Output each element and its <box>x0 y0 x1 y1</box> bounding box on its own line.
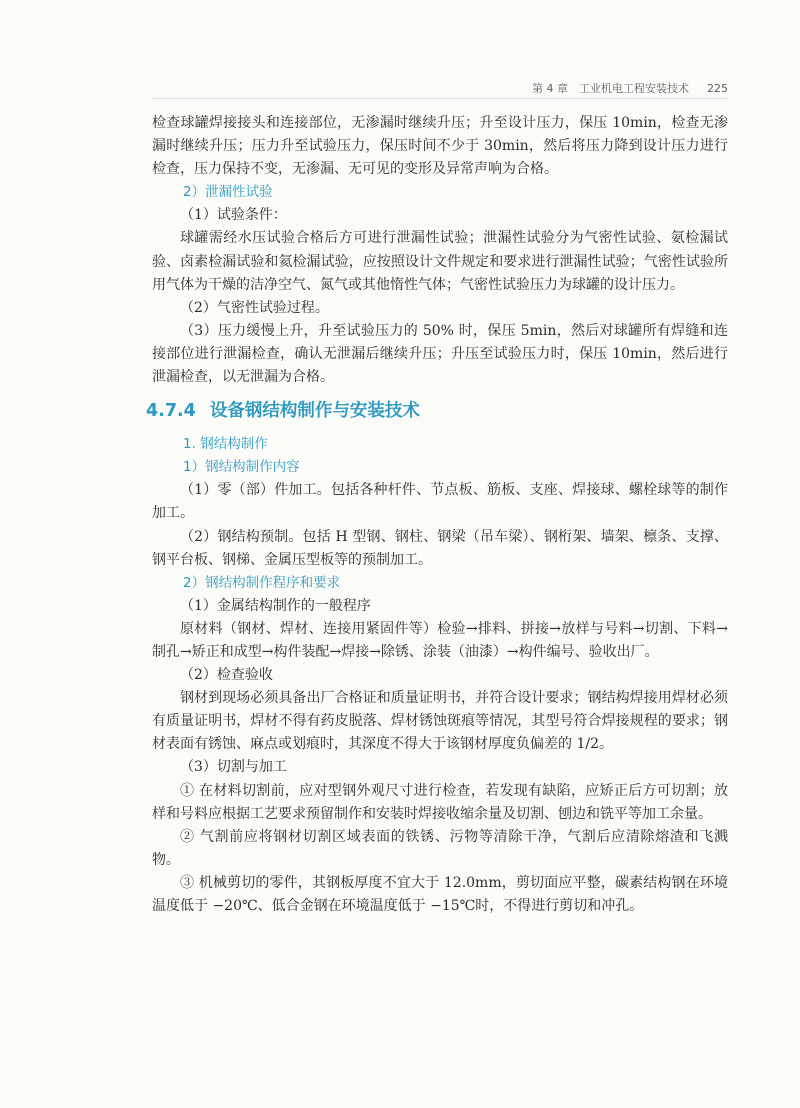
paragraph: （3）切割与加工 <box>180 759 287 776</box>
paragraph: （1）零（部）件加工。包括各种杆件、节点板、筋板、支座、焊接球、螺栓球等的制作加工。 <box>152 482 728 522</box>
section-number: 4.7.4 <box>146 401 196 422</box>
subsection-heading: 2）钢结构制作程序和要求 <box>183 574 341 591</box>
paragraph: （3）压力缓慢上升，升至试验压力的 50% 时，保压 5min，然后对球罐所有焊缝和连接部位进行泄漏检查，确认无泄漏后继续升压；升压至试验压力时，保压 10min，然后进行泄漏检查，以无泄漏为合格。 <box>152 322 728 386</box>
paragraph: 钢材到现场必须具备出厂合格证和质量证明书，并符合设计要求；钢结构焊接用焊材必须有质量证明书，焊材不得有药皮脱落、焊材锈蚀斑痕等情况，其型号符合焊接规程的要求；钢材表面有锈蚀、麻点或划痕时，其深度不得大于该钢材厚度负偏差的 1/2。 <box>152 690 728 753</box>
paragraph: （2）检查验收 <box>180 667 273 684</box>
paragraph: （2）气密性试验过程。 <box>180 299 329 316</box>
paragraph: 检查球罐焊接接头和连接部位，无渗漏时继续升压；升至设计压力，保压 10min，检查无渗漏时继续升压；压力升至试验压力，保压时间不少于 30min，然后将压力降到设计压力进行检查，压力保持不变，无渗漏、无可见的变形及异常声响为合格。 <box>152 115 728 178</box>
paragraph: 原材料（钢材、焊材、连接用紧固件等）检验→排料、拼接→放样与号料→切割、下料→制孔→矫正和成型→构件装配→焊接→除锈、涂装（油漆）→构件编号、验收出厂。 <box>152 620 728 660</box>
subsection-heading: 1）钢结构制作内容 <box>183 459 300 476</box>
paragraph: （2）钢结构预制。包括 H 型钢、钢柱、钢梁（吊车梁）、钢桁架、墙架、檩条、支撑、钢平台板、钢梯、金属压型板等的预制加工。 <box>152 528 728 568</box>
subsection-heading: 2）泄漏性试验 <box>183 184 273 201</box>
page-number: 225 <box>707 82 728 95</box>
paragraph: 球罐需经水压试验合格后方可进行泄漏性试验；泄漏性试验分为气密性试验、氨检漏试验、卤素检漏试验和氦检漏试验，应按照设计文件规定和要求进行泄漏性试验；气密性试验所用气体为干燥的洁净空气、氮气或其他惰性气体；气密性试验压力为球罐的设计压力。 <box>152 230 728 293</box>
paragraph: ① 在材料切割前，应对型钢外观尺寸进行检查，若发现有缺陷，应矫正后方可切割；放样和号料应根据工艺要求预留制作和安装时焊接收缩余量及切割、刨边和铣平等加工余量。 <box>152 782 728 822</box>
page-body <box>146 112 728 918</box>
subsection-heading: 1. 钢结构制作 <box>183 436 268 453</box>
section-heading <box>146 399 728 423</box>
paragraph: （1）试验条件： <box>180 207 287 224</box>
paragraph: ② 气割前应将钢材切割区域表面的铁锈、污物等清除干净，气割后应清除熔渣和飞溅物。 <box>152 828 728 868</box>
paragraph: （1）金属结构制作的一般程序 <box>180 597 371 614</box>
paragraph: ③ 机械剪切的零件，其钢板厚度不宜大于 12.0mm，剪切面应平整，碳素结构钢在环境温度低于 −20℃、低合金钢在环境温度低于 −15℃时，不得进行剪切和冲孔。 <box>152 874 728 914</box>
section-title: 设备钢结构制作与安装技术 <box>209 401 420 422</box>
running-header-text <box>532 80 728 96</box>
chapter-title: 第 4 章 工业机电工程安装技术 <box>532 82 689 95</box>
running-header <box>152 78 728 99</box>
